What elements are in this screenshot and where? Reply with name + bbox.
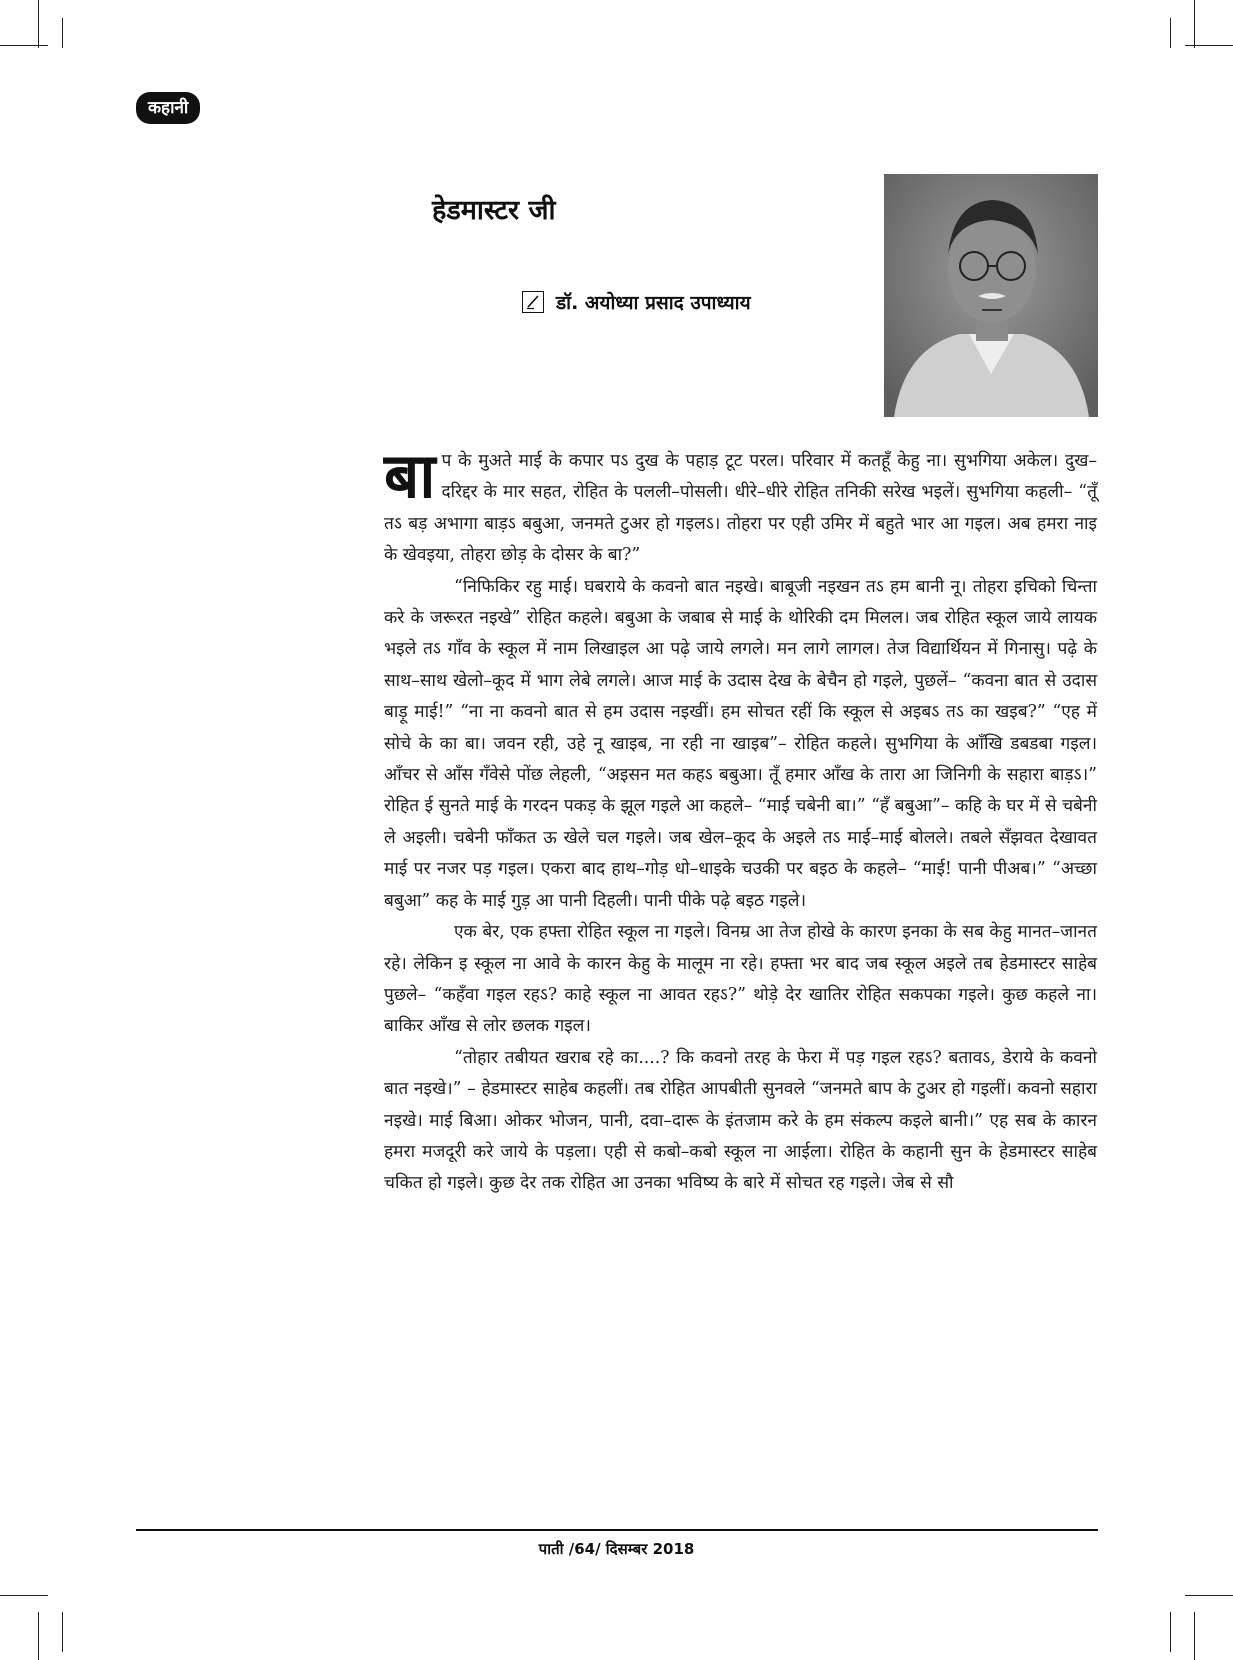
paragraph: “तोहार तबीयत खराब रहे का....? कि कवनो तरह के फेरा में पड़ गइल रहऽ? बतावऽ, डेराये के कवनो बात नइखे।” – हेडमास्टर साहेब कहलीं। तब रोहित आपबीती सुनवले “जनमते बाप के टुअर हो गइलीं। कवनो सहारा नइखे। माई बिआ। ओकर भोजन, पानी, दवा–दारू के इंतजाम करे के हम संकल्प कइले बानी।” एह सब के कारन हमरा मजदूरी करे जाये के पड़ला। एही से कबो–कबो स्कूल ना आईला। रोहित के कहानी सुन के हेडमास्टर साहेब चकित हो गइले। कुछ देर तक रोहित आ उनका भविष्य के बारे में सोचत रह गइले। जेब से सौ (384, 1047, 1097, 1194)
paragraph: एक बेर, एक हफ्ता रोहित स्कूल ना गइले। विनम्र आ तेज होखे के कारण इनका के सब केहु मानत–जानत रहे। लेकिन इ स्कूल ना आवे के कारन केहु के मालूम ना रहे। हफ्ता भर बाद जब स्कूल अइले तब हेडमास्टर साहेब पुछले– “कहँवा गइल रहऽ? काहे स्कूल ना आवत रहऽ?” थोड़े देर खातिर रोहित सकपका गइले। कुछ कहले ना। बाकिर आँख से लोर छलक गइल। (384, 922, 1097, 1037)
article-body (384, 439, 1097, 1200)
page-footer: पाती /64/ दिसम्बर 2018 (538, 1540, 695, 1558)
crop-mark (1185, 1595, 1233, 1596)
crop-mark (62, 18, 63, 48)
author-portrait (884, 174, 1098, 417)
crop-mark (0, 45, 48, 46)
article-title: हेडमास्टर जी (432, 195, 556, 226)
crop-mark (1170, 18, 1171, 48)
pen-paper-icon (522, 291, 544, 313)
crop-mark (38, 1612, 39, 1660)
crop-mark (38, 0, 39, 48)
footer-rule (136, 1529, 1098, 1531)
author-byline (522, 288, 751, 316)
section-tag: कहानी (136, 92, 200, 124)
paragraph: “निफिकिर रहु माई। घबराये के कवनो बात नइखे। बाबूजी नइखन तऽ हम बानी नू। तोहरा इचिको चिन्ता करे के जरूरत नइखे” रोहित कहले। बबुआ के जबाब से माई के थोरिकी दम मिलल। जब रोहित स्कूल जाये लायक भइले तऽ गाँव के स्कूल में नाम लिखाइल आ पढ़े जाये लगले। मन लागे लागल। तेज विद्यार्थियन में गिनासु। पढ़े के साथ–साथ खेलो–कूद में भाग लेबे लगले। आज माई के उदास देख के बेचैन हो गइले, पुछलें– “कवना बात से उदास बाड़ू माई!” “ना ना कवनो बात से हम उदास नइखीं। हम सोचत रहीं कि स्कूल से अइबऽ तऽ का खइब?” “एह में सोचे के का बा। जवन रही, उहे नू खाइब, ना रही ना खाइब”– रोहित कहले। सुभगिया के आँखि डबडबा गइल। आँचर से आँस गँवेसे पोंछ लेहली, “अइसन मत कहऽ बबुआ। तूँ हमार आँख के तारा आ जिनिगी के सहारा बाड़ऽ।” रोहित ई सुनते माई के गरदन पकड़ के झूल गइले आ कहले– “माई चबेनी बा।” “हँ बबुआ”– कहि के घर में से चबेनी ले अइली। चबेनी फाँकत ऊ खेले चल गइले। जब खेल–कूद के अइले तऽ माई–माई बोलले। तबले सँझवत देखावत माई पर नजर पड़ गइल। एकरा बाद हाथ–गोड़ धो–धाइके चउकी पर बइठ के कहले– “माई! पानी पीअब।” “अच्छा बबुआ” कह के माई गुड़ आ पानी दिहली। पानी पीके पढ़े बइठ गइले। (384, 576, 1097, 911)
crop-mark (62, 1612, 63, 1652)
drop-cap: बा (384, 439, 436, 512)
crop-mark (1185, 45, 1233, 46)
paragraph (384, 439, 1097, 572)
paragraph-text: प के मुअते माई के कपार पऽ दुख के पहाड़ टूट परल। परिवार में कतहूँ केहु ना। सुभगिया अकेल। दुख–दरिद्दर के मार सहत, रोहित के पलली–पोसली। धीरे–धीरे रोहित तनिकी सरेख भइलें। सुभगिया कहली– “तूँ तऽ बड़ अभागा बाड़ऽ बबुआ, जनमते टुअर हो गइलऽ। तोहरा पर एही उमिर में बहुते भार आ गइल। अब हमरा नाइ के खेवइया, तोहरा छोड़ के दोसर के बा?” (384, 451, 1097, 566)
crop-mark (0, 1595, 48, 1596)
crop-mark (1194, 1612, 1195, 1660)
crop-mark (1194, 0, 1195, 48)
author-name: डॉ. अयोध्या प्रसाद उपाध्याय (556, 292, 751, 314)
crop-mark (1170, 1612, 1171, 1652)
